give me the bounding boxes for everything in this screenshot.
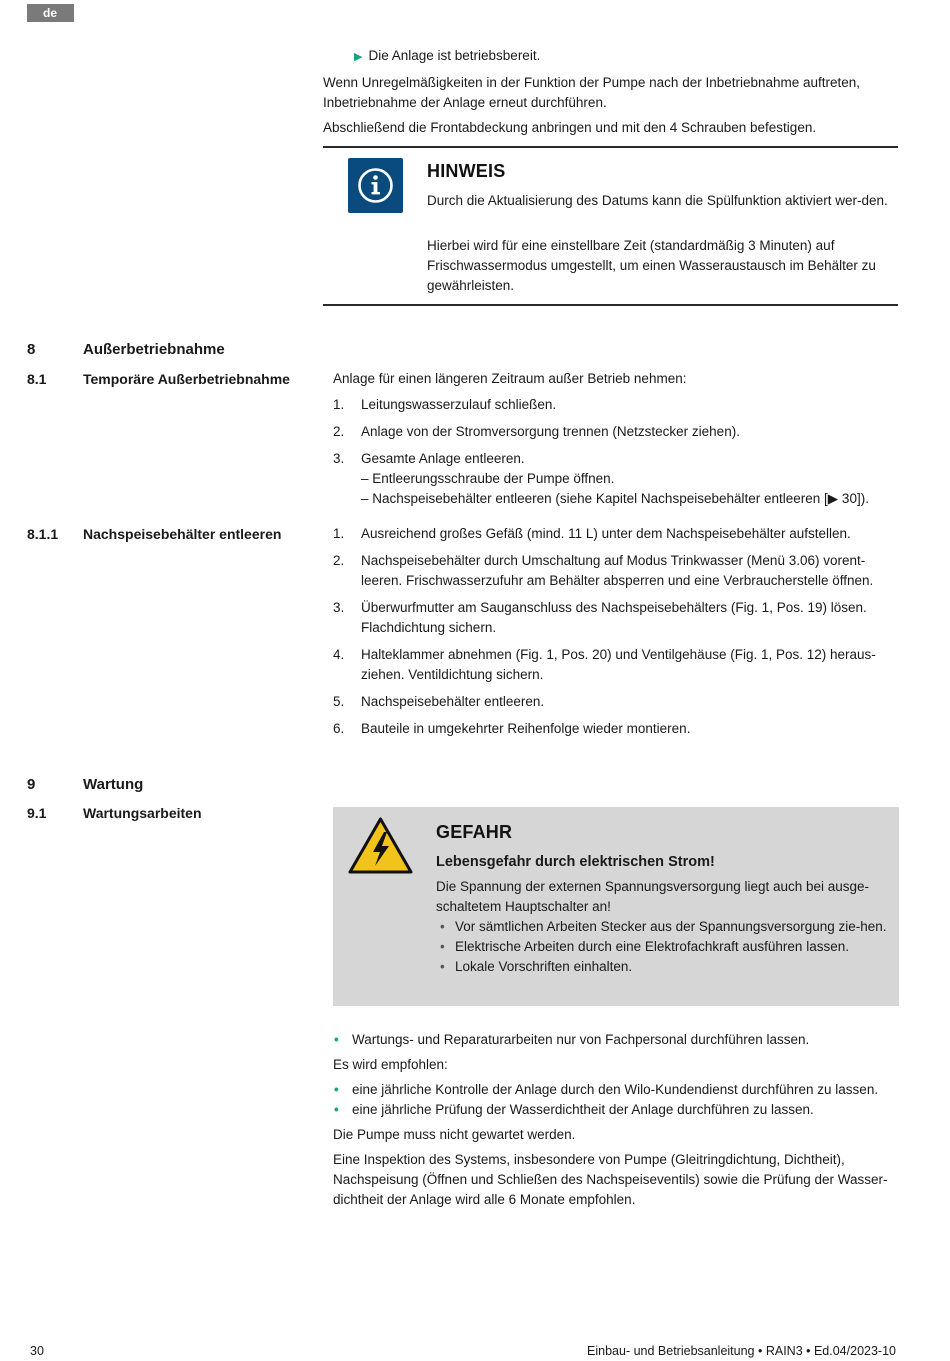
bullet-dot: • <box>440 919 445 934</box>
list-item <box>436 937 891 957</box>
step-number: 5. <box>333 694 345 709</box>
section-8-title: Außerbetriebnahme <box>83 341 225 358</box>
notice-bottom-rule <box>323 304 898 306</box>
recommendation-list <box>333 1080 903 1120</box>
step-number: 4. <box>333 647 345 662</box>
list-item <box>333 1030 903 1050</box>
list-item <box>333 395 903 415</box>
step-number: 1. <box>333 397 345 412</box>
list-item <box>436 917 891 937</box>
recommended-label: Es wird empfohlen: <box>333 1057 448 1072</box>
notice-text-2: Hierbei wird für eine einstellbare Zeit (standardmäßig 3 Minuten) auf Frischwassermodus umgestellt, um einen Wasseraustausch im Behälter zu gewährleisten. <box>427 238 876 293</box>
section-8-number: 8 <box>27 341 36 358</box>
section-9-title: Wartung <box>83 776 144 793</box>
bullet-dot: • <box>440 959 445 974</box>
section-8-1-1-steps <box>333 524 903 746</box>
section-8-1-intro: Anlage für einen längeren Zeitraum außer Betrieb nehmen: <box>333 371 687 386</box>
result-line <box>354 46 894 67</box>
high-voltage-warning-icon <box>347 816 414 875</box>
list-item <box>333 1100 903 1120</box>
list-item <box>333 1080 903 1100</box>
section-9-1-title: Wartungsarbeiten <box>83 805 202 821</box>
step-text: Überwurfmutter am Sauganschluss des Nachspeisebehälters (Fig. 1, Pos. 19) lösen. Flachdichtung sichern. <box>361 600 867 635</box>
step-text: Ausreichend großes Gefäß (mind. 11 L) unter dem Nachspeisebehälter aufstellen. <box>361 526 851 541</box>
sub-step-1: – Entleerungsschraube der Pumpe öffnen. <box>361 471 615 486</box>
danger-bullet-list <box>436 917 891 977</box>
bullet-dot: • <box>440 939 445 954</box>
info-icon <box>348 158 403 213</box>
list-item <box>333 645 903 685</box>
bullet-dot: • <box>334 1082 339 1097</box>
inspection-paragraph: Eine Inspektion des Systems, insbesondere von Pumpe (Gleitringdichtung, Dichtheit), Nachspeisung (Öffnen und Schließen des Nachspeiseventils) sowie die Prüfung der Wasser-dichtheit der Anlage wird alle 6 Monate empfohlen. <box>333 1152 888 1207</box>
danger-title: GEFAHR <box>436 822 513 842</box>
step-number: 2. <box>333 553 345 568</box>
step-text: Anlage von der Stromversorgung trennen (Netzstecker ziehen). <box>361 424 740 439</box>
step-number: 1. <box>333 526 345 541</box>
step-text: Leitungswasserzulauf schließen. <box>361 397 557 412</box>
list-item <box>333 551 903 591</box>
list-item <box>333 692 903 712</box>
bullet-text: Vor sämtlichen Arbeiten Stecker aus der Spannungsversorgung zie-hen. <box>455 919 887 934</box>
intro-paragraph-2: Abschließend die Frontabdeckung anbringen und mit den 4 Schrauben befestigen. <box>323 120 817 135</box>
list-item <box>333 422 903 442</box>
danger-text: Die Spannung der externen Spannungsversorgung liegt auch bei ausge-schaltetem Hauptschalter an! <box>436 879 870 914</box>
language-tab: de <box>27 4 74 22</box>
section-8-1-title: Temporäre Außerbetriebnahme <box>83 371 290 387</box>
list-item <box>333 719 903 739</box>
notice-top-rule <box>323 146 898 148</box>
bullet-dot: • <box>334 1102 339 1117</box>
bullet-text: Lokale Vorschriften einhalten. <box>455 959 633 974</box>
notice-title: HINWEIS <box>427 161 506 181</box>
notice-text-1: Durch die Aktualisierung des Datums kann die Spülfunktion aktiviert wer-den. <box>427 193 888 208</box>
step-number: 6. <box>333 721 345 736</box>
bullet-text: Elektrische Arbeiten durch eine Elektrofachkraft ausführen lassen. <box>455 939 849 954</box>
list-item <box>333 524 903 544</box>
section-8-1-number: 8.1 <box>27 371 47 387</box>
intro-paragraph-1: Wenn Unregelmäßigkeiten in der Funktion der Pumpe nach der Inbetriebnahme auftreten, Inbetriebnahme der Anlage erneut durchführen. <box>323 75 861 110</box>
pump-paragraph: Die Pumpe muss nicht gewartet werden. <box>333 1127 576 1142</box>
list-item <box>333 598 903 638</box>
sub-step-2: – Nachspeisebehälter entleeren (siehe Kapitel Nachspeisebehälter entleeren [▶ 30]). <box>361 491 869 506</box>
step-text: Bauteile in umgekehrter Reihenfolge wieder montieren. <box>361 721 691 736</box>
list-item <box>436 957 891 977</box>
bullet-text: eine jährliche Prüfung der Wasserdichtheit der Anlage durchführen zu lassen. <box>352 1102 814 1117</box>
section-9-number: 9 <box>27 776 36 793</box>
section-8-1-1-number: 8.1.1 <box>27 526 59 542</box>
step-text: Gesamte Anlage entleeren. <box>361 451 525 466</box>
bullet-text: Wartungs- und Reparaturarbeiten nur von Fachpersonal durchführen lassen. <box>352 1032 810 1047</box>
danger-subtitle: Lebensgefahr durch elektrischen Strom! <box>436 854 715 870</box>
step-text: Nachspeisebehälter durch Umschaltung auf Modus Trinkwasser (Menü 3.06) vorent-leeren. Frischwasserzufuhr am Behälter absperren und eine Verbraucherstelle öffnen. <box>361 553 874 588</box>
step-text: Halteklammer abnehmen (Fig. 1, Pos. 20) und Ventilgehäuse (Fig. 1, Pos. 12) heraus-ziehen. Ventildichtung sichern. <box>361 647 876 682</box>
footer-document-info: Einbau- und Betriebsanleitung • RAIN3 • Ed.04/2023-10 <box>587 1344 896 1358</box>
page-number: 30 <box>30 1344 44 1358</box>
step-number: 2. <box>333 424 345 439</box>
maintenance-bullet <box>333 1030 903 1050</box>
step-number: 3. <box>333 600 345 615</box>
step-text: Nachspeisebehälter entleeren. <box>361 694 545 709</box>
step-number: 3. <box>333 451 345 466</box>
bullet-text: eine jährliche Kontrolle der Anlage durch den Wilo-Kundendienst durchführen zu lassen. <box>352 1082 879 1097</box>
list-item <box>333 449 903 509</box>
bullet-dot: • <box>334 1032 339 1047</box>
result-text: Die Anlage ist betriebsbereit. <box>368 48 541 63</box>
section-8-1-1-title: Nachspeisebehälter entleeren <box>83 526 282 542</box>
result-triangle-icon: ▶ <box>354 51 363 63</box>
section-9-1-number: 9.1 <box>27 805 47 821</box>
section-8-1-steps <box>333 395 903 516</box>
